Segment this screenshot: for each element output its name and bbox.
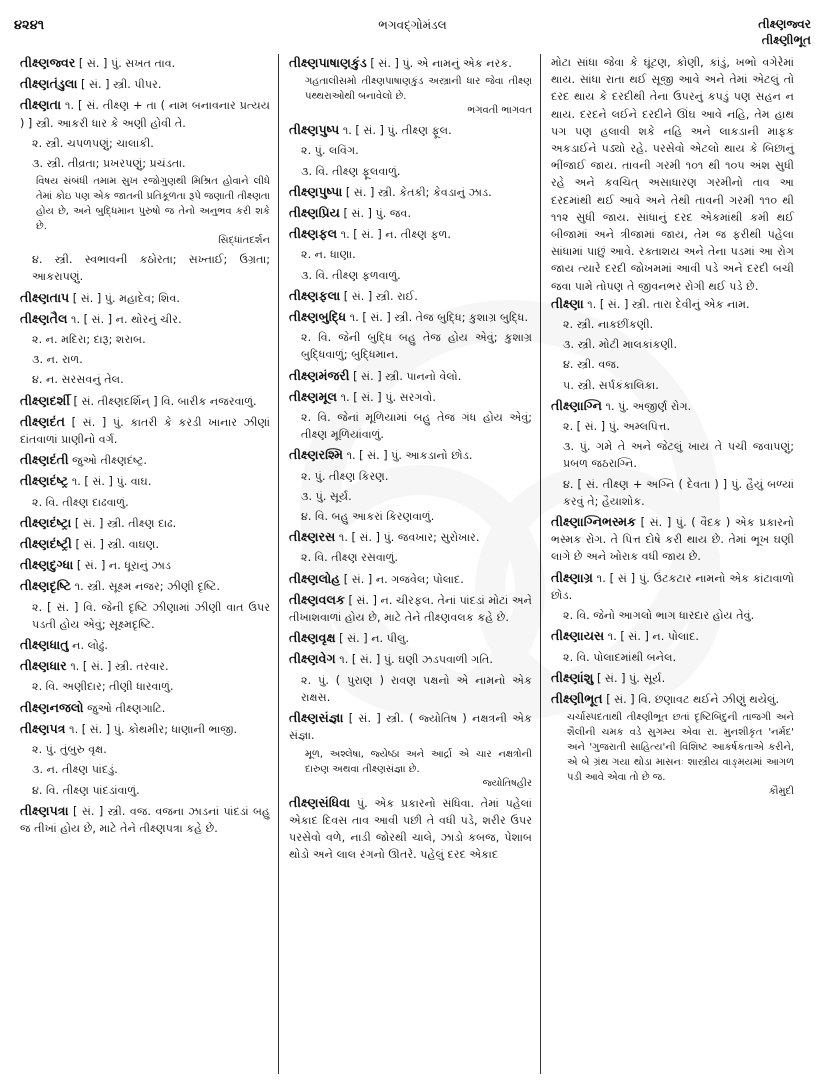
headword: તીક્ષ્ણદુગ્ધા <box>20 557 74 573</box>
dictionary-entry <box>289 591 532 626</box>
sense: ૩. ન. તીક્ષ્ણ પાંદડું. <box>32 763 118 777</box>
sense: ૩. પું. ગમે તે અને જેટલું ખાય તે પચી જવાપણું; પ્રબળ જઠરાગ્નિ. <box>563 440 794 471</box>
definition: ૧. [ સં. ] પું. જવખાર; સુરોખાર. <box>338 531 480 545</box>
sense: ૨. પું. તીક્ષ્ણ કિરણ. <box>301 469 389 483</box>
dictionary-entry <box>551 690 794 799</box>
dictionary-entry <box>20 636 270 654</box>
sense: ૪. સ્ત્રી. સ્વભાવની કઠોરતા; સખ્તાઈ; ઉગ્રતા; આકરાપણું. <box>32 253 270 284</box>
definition: [ સં. તીક્ષ્ણદર્શિન્ ] વિ. બારીક નજરવાળું. <box>73 394 257 408</box>
dictionary-entry <box>289 225 532 284</box>
definition: ૧. [ સં. ] સ્ત્રી. તારા દેવીનું એક નામ. <box>587 297 750 311</box>
citation-source: ભગવતી ભાગવત <box>467 105 532 117</box>
citation-quote: ચર્ચાસ્પદતાથી તીક્ષ્ણીભૂત છતાં દૃષ્ટિબિંદુની તાજગી અને શૈલીની ચમક વડે સુગમ્ય એવા રા. મુનશીકૃત 'નર્મદ' અને 'ગુજરાતી સાહિત્ય'ની વિશિષ્ટ આકર્ષકતાએ કરીને, એ બે ગ્રંથ ગયા થોડા માસનઃ શાસ્ત્રીય વાઙ્મયમાં આગળ પડી આવે એવા તો છે જ. <box>567 712 794 784</box>
headword: તીક્ષ્ણજ્વર <box>20 55 76 70</box>
definition: ૧. પું. અજીર્ણ રોગ. <box>605 399 692 413</box>
headword: તીક્ષ્ણરશ્મિ <box>289 447 343 463</box>
guide-words <box>758 16 811 48</box>
dictionary-entry <box>289 388 532 444</box>
headword: તીક્ષ્ણસંધિવા <box>289 794 351 810</box>
sense: ૩. વિ. તીક્ષ્ણ ફૂલવાળું. <box>301 164 401 178</box>
definition: [ સં. ] ન. ચીરફલ. તેનાં પાંદડાં મોટાં અને તીખાશવાળાં હોય છે, માટે તેને તીક્ષ્ણવલક કહે છે. <box>289 593 533 625</box>
dictionary-entry <box>20 451 270 469</box>
column-1 <box>20 54 278 1074</box>
sense: ૩. ન. રાળ. <box>32 353 83 367</box>
sense: ૨. વિ. જેનાં મૂળિયામાં બહુ તેજ ગંધ હોય એવું; તીક્ષ્ણ મૂળિયાંવાળું. <box>301 411 532 442</box>
definition: ૧. [ સં. ] સ્ત્રી. તેજ બુદ્ધિ; કુશાગ્ર બુદ્ધિ. <box>349 311 529 325</box>
headword: તીક્ષ્ણપત્રા <box>20 802 69 818</box>
sense: ૪. ન. સરસવનું તેલ. <box>32 373 124 387</box>
definition: ૧. [ સં. ] પું. વાઘ. <box>71 475 152 489</box>
dictionary-entry <box>289 570 532 588</box>
dictionary-entry <box>289 287 532 305</box>
dictionary-columns <box>20 54 815 1074</box>
definition: ૧. [ સં. ] ન. થોરનું ચીર. <box>71 312 182 326</box>
sense: ૨. સ્ત્રી. ચપળપણું; ચાલાકી. <box>32 136 154 150</box>
headword: તીક્ષ્ણફલા <box>289 287 341 303</box>
headword: તીક્ષ્ણદંતી <box>20 452 69 468</box>
citation-quote: મૂળ, અશ્લેષા, જ્યેષ્ઠા અને આર્દ્રા એ ચાર નક્ષત્રોની દારુણ અથવા તીક્ષ્ણસંજ્ઞા છે. <box>305 748 532 775</box>
dictionary-entry <box>289 204 532 222</box>
definition: [ સં. ] પું. ( વૈદક ) એક પ્રકારનો ભસ્મક રોગ. તે પિત્ત દોષે કરી થાય છે. તેમાં ભૂખ ઘણી લાગે છે અને ખોરાક વધી જાય છે. <box>551 516 794 564</box>
dictionary-entry <box>289 121 532 180</box>
headword: તીક્ષ્ણતા <box>20 97 62 113</box>
dictionary-entry <box>20 310 270 389</box>
book-title: ભગવદ્ગોમંડલ <box>378 18 447 32</box>
headword: તીક્ષ્ણતંડુલા <box>20 76 78 92</box>
dictionary-entry <box>20 657 270 695</box>
dictionary-entry <box>20 392 270 410</box>
definition: ૧. સ્ત્રી. સૂક્ષ્મ નજર; ઝીણી દૃષ્ટિ. <box>74 580 221 594</box>
column-3 <box>540 54 802 1074</box>
headword: તીક્ષ્ણદંત <box>20 413 65 429</box>
dictionary-entry <box>289 446 532 525</box>
headword: તીક્ષ્ણપત્ર <box>20 720 66 736</box>
sense: ૨. વિ. તીક્ષ્ણ રસવાળું. <box>301 551 398 565</box>
definition: ૧. [ સં. ] પું. કોથમીર; ધાણાની ભાજી. <box>69 722 238 736</box>
definition: [ સં. ] વિ. છણાવટ થઈને ઝીણું થયેલું. <box>606 692 780 706</box>
sense: ૩. પું. સૂર્ય. <box>301 489 352 503</box>
headword: તીક્ષ્ણમંજરી <box>289 367 350 383</box>
dictionary-entry <box>289 183 532 201</box>
headword: તીક્ષ્ણનજલો <box>20 699 84 715</box>
sense: ૪. [ સં. તીક્ષ્ણ + અગ્નિ ( દેવતા ) ] પું. હૈયું બળ્યાં કરવું તે; હૈયાશોક. <box>563 477 794 508</box>
definition: ૧. [ સં. ] ન. પોલાદ. <box>607 630 699 644</box>
definition: [ સં. ] સ્ત્રી. વાઘણ. <box>75 538 160 552</box>
headword: તીક્ષ્ણવેગ <box>289 651 336 667</box>
headword: તીક્ષ્ણા <box>551 295 584 311</box>
headword: તીક્ષ્ણતૈલ <box>20 310 68 326</box>
definition: [ સં. ] સ્ત્રી. રાઈ. <box>343 289 418 303</box>
dictionary-entry <box>289 308 532 364</box>
definition: [ સં. ] પું. કાતરી કે કરડી ખાનાર ઝીણાં દાંતવાળાં પ્રાણીનો વર્ગ. <box>20 415 270 447</box>
definition: [ સં. ] પું. સખત તાવ. <box>78 57 176 70</box>
sense: ૨. વિ. તીક્ષ્ણ દાઢવાળું. <box>32 495 129 509</box>
definition: [ સં. ] સ્ત્રી. પાનનો વેલો. <box>353 369 462 383</box>
headword: તીક્ષ્ણાંશુ <box>551 669 594 685</box>
headword: તીક્ષ્ણબુદ્ધિ <box>289 309 347 325</box>
guide-word-last: તીક્ષ્ણીભૂત <box>761 33 811 47</box>
sense: ૩. સ્ત્રી. તીવ્રતા; પ્રખરપણું; પ્રચંડતા. <box>32 157 186 171</box>
definition: ૧. [ સં ] પું. ઉંટકટાર નામનો એક કાંટાવાળો છોડ. <box>551 571 795 602</box>
definition: [ સં. ] ન. પીલુ. <box>339 632 410 646</box>
dictionary-entry <box>289 367 532 385</box>
citation-source: સિદ્ધાંતદર્શન <box>218 235 270 247</box>
definition: જુઓ તીક્ષ્ણદંષ્ટ્ર. <box>72 454 147 468</box>
headword: તીક્ષ્ણદંષ્ટ્રી <box>20 536 72 552</box>
running-head <box>0 12 825 52</box>
guide-word-first: તીક્ષ્ણજ્વર <box>758 17 811 31</box>
sense: ૨. વિ. અણીદાર; તીણી ધારવાળું. <box>32 680 174 694</box>
dictionary-entry <box>551 569 794 625</box>
dictionary-entry <box>20 556 270 574</box>
dictionary-entry <box>289 794 532 864</box>
dictionary-entry <box>289 528 532 566</box>
dictionary-entry <box>20 577 270 633</box>
dictionary-entry <box>20 514 270 532</box>
definition: [ સં. ] સ્ત્રી. પીપર. <box>81 78 162 92</box>
sense: ૨. વિ. પોલાદમાંથી બનેલ. <box>563 650 677 664</box>
sense: ૨. વિ. જેની બુદ્ધિ બહુ તેજ હોય એવું; કુશાગ્ર બુદ્ધિવાળું; બુદ્ધિમાન. <box>301 331 532 362</box>
definition: [ સં. ] પું. જવ. <box>343 207 412 221</box>
sense: ૨. પું. લવિંગ. <box>301 144 359 158</box>
sense: ૨. ન. ધાણા. <box>301 248 356 262</box>
headword: તીક્ષ્ણીભૂત <box>551 690 603 706</box>
headword: તીક્ષ્ણાગ્નિ <box>551 397 602 413</box>
dictionary-entry <box>20 96 270 285</box>
sense: ૨. સ્ત્રી. નાકછીંકણી. <box>563 318 654 332</box>
definition: [ સં. ] પું. સૂર્ય. <box>596 671 666 685</box>
headword: તીક્ષ્ણધાર <box>20 658 67 674</box>
definition: ૧. [ સં. ] પું. આકડાનો છોડ. <box>346 449 473 463</box>
sense: ૨. [ સં. ] વિ. જેની દૃષ્ટિ ઝીણામાં ઝીણી વાત ઉપર પડતી હોય એવું; સૂક્ષ્મદૃષ્ટિ. <box>32 600 270 631</box>
definition: [ સં. ] ન. ગજવેલ; પોલાદ. <box>343 572 464 586</box>
dictionary-entry <box>20 699 270 717</box>
headword: તીક્ષ્ણદૃષ્ટિ <box>20 578 72 594</box>
headword: તીક્ષ્ણપુષ્પા <box>289 183 343 199</box>
sense: ૩. વિ. તીક્ષ્ણ ફળવાળું. <box>301 268 401 282</box>
dictionary-entry <box>20 289 270 307</box>
definition: ૧. [ સં. તીક્ષ્ણ + તા ( નામ બનાવનાર પ્રત્યય ) ] સ્ત્રી. આકરી ધાર કે અણી હોવી તે. <box>20 99 270 130</box>
sense: ૨. વિ. જેનો આગલો ભાગ ધારદાર હોય તેવું. <box>563 609 755 623</box>
definition: ૧. [ સં. ] પું. તીક્ષ્ણ ફૂલ. <box>342 124 452 138</box>
dictionary-entry <box>551 295 794 394</box>
sense: ૪. સ્ત્રી. વજ. <box>563 358 620 372</box>
citation-quote: ગહતાલીસમો તીક્ષ્ણપાષાણકુંડ અસ્ત્રાની ધાર જેવા તીક્ષ્ણ પથ્થરાઓથી બનાવેલો છે. <box>305 76 532 103</box>
definition: [ સં. ] પું. મહાદેવ; શિવ. <box>72 291 180 305</box>
headword: તીક્ષ્ણતાપ <box>20 289 70 305</box>
definition: ૧. [ સં. ] પું. સરગવો. <box>340 390 436 404</box>
headword: તીક્ષ્ણાગ્નિભસ્મક <box>551 514 637 530</box>
sense: ૪. વિ. તીક્ષ્ણ પાંદડાંવાળું. <box>32 783 140 797</box>
continued-text: મોટા સાંધા જેવા કે ઘૂંટણ, કોણી, કાંડું, ખભો વગેરેમાં થાય. સાંધા રાતા થઈ સૂજી આવે અને તેમાં એટલું તો દરદ થાય કે દરદીથી તેના ઉપરનું કપડું પણ સહન ન થાય. દરદને લઈને દરદીને ઊંઘ આવે નહિ, તેમ હાથ પગ પણ હલાવી શકે નહિ અને લાકડાની માફક અકડાઈને પડ્યો રહે. પરસેવો એટલો થાય કે બિછાનું ભીંજાઈ જાય. તાવની ગરમી ૧૦૧ થી ૧૦૫ અંશ સુધી રહે અને કવચિત્ અસાધારણ ગરમીનો તાવ આ દરદમાંથી થઈ આવે અને તેથી તાવની ગરમી ૧૧૦ થી ૧૧૨ સુધી જાય. સાંધાનું દરદ એકમાંથી કમી થઈ બીજામાં અને ત્રીજામાં જાય, તેમ જ ફરીથી પહેલા સાંધામાં પાછું આવે. રક્તાશય અને તેના પડમાં આ રોગ જાય ત્યારે દરદી જોખમમાં આવી પડે અને દરદી બચી જવા પામે તોપણ તે જીવનભર રોગી થઈ પડે છે. <box>551 56 794 293</box>
sense: ૨. પું. તુંબુરુ વૃક્ષ. <box>32 743 107 757</box>
definition: [ સં. ] સ્ત્રી. તીક્ષ્ણ દાઢ. <box>74 516 177 530</box>
dictionary-entry <box>551 669 794 687</box>
dictionary-entry <box>551 397 794 510</box>
headword: તીક્ષ્ણપાષાણકુંડ <box>289 55 367 70</box>
headword: તીક્ષ્ણવૃક્ષ <box>289 630 336 646</box>
dictionary-entry <box>551 627 794 665</box>
definition: [ સં. ] સ્ત્રી. વજ. વજના ઝાડનાં પાંદડાં બહુ જ તીખાં હોય છે, માટે તેને તીક્ષ્ણપત્રા કહે છે. <box>20 804 270 835</box>
headword: તીક્ષ્ણાયસ <box>551 628 605 644</box>
definition: ૧. [ સં. ] પું. ઘણી ઝડપવાળી ગતિ. <box>339 653 493 667</box>
definition: [ સં. ] સ્ત્રી. ( જ્યોતિષ ) નક્ષત્રની એક સંજ્ઞા. <box>289 712 532 743</box>
dictionary-entry <box>289 709 532 790</box>
definition: [ સં. ] ન. ધૂરાનું ઝાડ <box>76 559 172 573</box>
citation-source: કૌમુદી <box>768 786 794 798</box>
dictionary-entry <box>20 413 270 448</box>
sense: ૨. [ સં. ] પું. અમ્લપિત્ત. <box>563 420 671 434</box>
dictionary-entry <box>20 54 270 72</box>
dictionary-entry <box>20 535 270 553</box>
definition: [ સં. ] પું. એ નામનું એક નરક. <box>370 57 512 70</box>
headword: તીક્ષ્ણાગ્ર <box>551 569 593 585</box>
headword: તીક્ષ્ણમૂલ <box>289 388 338 404</box>
page-number: ૪૨૪૧ <box>14 18 45 33</box>
headword: તીક્ષ્ણલોહ <box>289 570 341 586</box>
sense: ૨. પું. ( પુરાણ ) રાવણ પક્ષનો એ નામનો એક રાક્ષસ. <box>301 673 532 704</box>
dictionary-entry <box>20 472 270 510</box>
sense: ૪. વિ. બહુ આકરાં કિરણવાળું. <box>301 510 435 524</box>
column-2 <box>278 54 540 1074</box>
definition: [ સં. ] સ્ત્રી. કેતકી; કેવડાનું ઝાડ. <box>345 185 492 199</box>
headword: તીક્ષ્ણપ્રિય <box>289 205 340 221</box>
sense: ૩. સ્ત્રી. મોટી માલકાંકણી. <box>563 338 678 352</box>
citation-source: જ્યોતિષહીર <box>482 777 532 789</box>
definition: ન. લોઢું. <box>72 639 108 653</box>
dictionary-entry <box>551 513 794 566</box>
definition: જુઓ તીક્ષ્ણગાટિ. <box>87 701 166 715</box>
citation-quote: વિષય સંબંધી તમામ સુખ રજોગુણથી મિશ્રિત હોવાને લીધે તેમાં કોઇ પણ એક જાતની પ્રતિકૂળતા રૂપે જણાતી તીક્ષ્ણતા હોય છે, અને બુદ્ધિમાન પુરુષો જ તેનો અનુભવ કરી શકે છે. <box>36 176 270 233</box>
headword: તીક્ષ્ણપુષ્પ <box>289 122 340 138</box>
definition: પું. એક પ્રકારનો સંધિવા. તેમાં પહેલાં એકાદ દિવસ તાવ આવી પછી તે વધી પડે, શરીર ઉપર પરસેવો વળે, નાડી જોરથી ચાલે, ઝાડો કબજ, પેશાબ થોડો અને લાલ રંગનો ઊતરે. પહેલું દરદ એકાદ <box>289 796 532 862</box>
headword: તીક્ષ્ણસંજ્ઞા <box>289 710 344 726</box>
headword: તીક્ષ્ણધાતુ <box>20 637 69 653</box>
sense: ૨. ન. મદિરા; દારૂ; શરાબ. <box>32 333 146 347</box>
dictionary-entry <box>20 720 270 799</box>
dictionary-entry <box>289 650 532 706</box>
dictionary-entry <box>20 802 270 837</box>
headword: તીક્ષ્ણદંષ્ટ્ર <box>20 473 69 489</box>
dictionary-entry <box>289 629 532 647</box>
dictionary-entry <box>20 75 270 93</box>
definition: ૧. [ સં. ] ન. તીક્ષ્ણ ફળ. <box>340 228 451 242</box>
headword: તીક્ષ્ણફલ <box>289 226 338 242</box>
sense: ૫. સ્ત્રી. સર્પકંકાલિકા. <box>563 378 659 392</box>
headword: તીક્ષ્ણદર્શી <box>20 392 70 408</box>
headword: તીક્ષ્ણદંષ્ટ્રા <box>20 514 72 530</box>
definition: ૧. [ સં. ] સ્ત્રી. તરવાર. <box>70 660 169 674</box>
headword: તીક્ષ્ણવલક <box>289 591 345 607</box>
dictionary-entry <box>289 54 532 118</box>
headword: તીક્ષ્ણરસ <box>289 529 336 545</box>
